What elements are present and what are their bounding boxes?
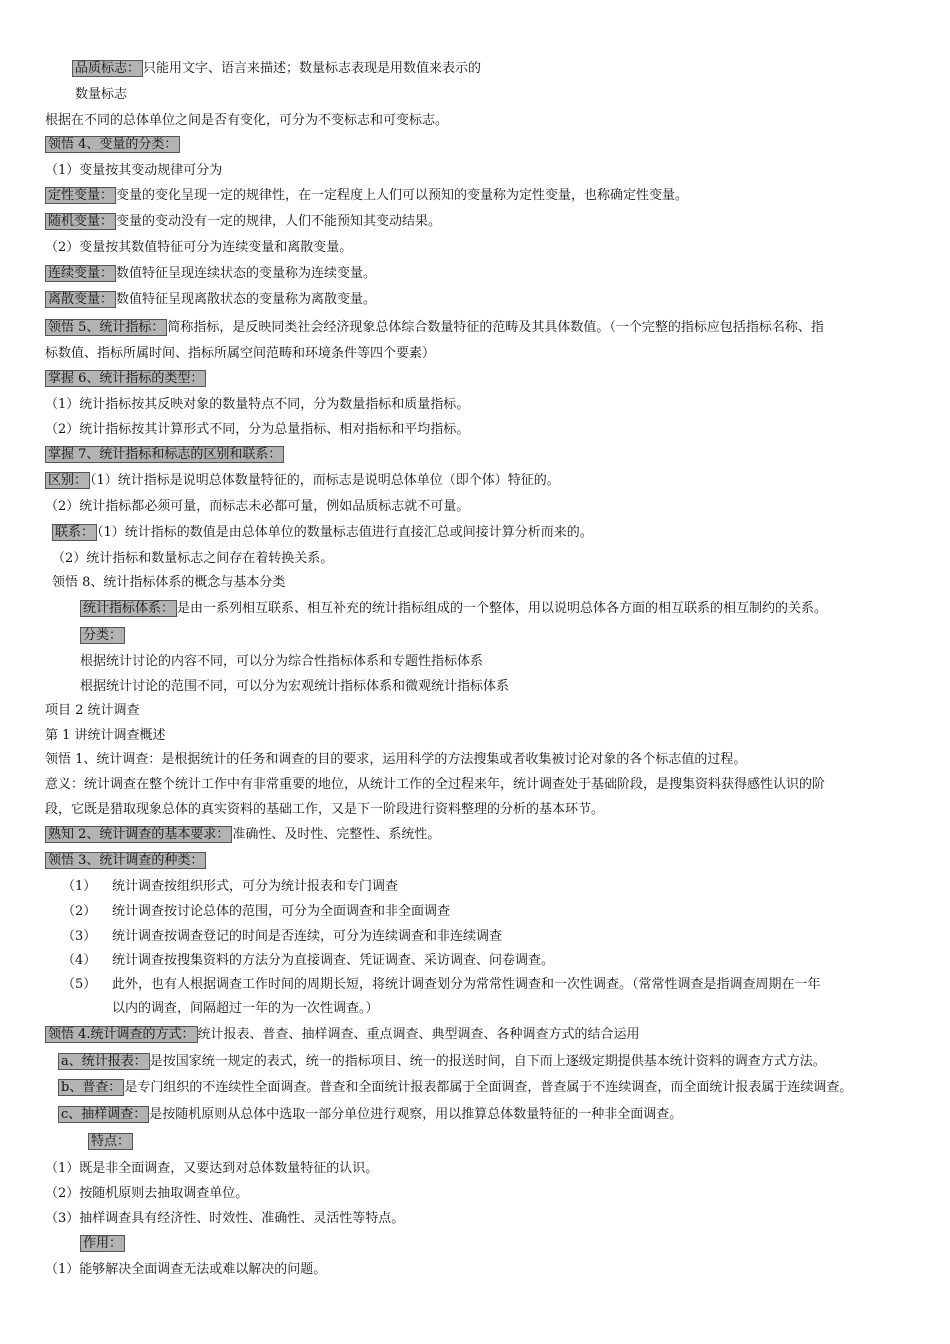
- doc-line: [62, 952, 554, 969]
- doc-line: [58, 1053, 826, 1070]
- highlight-term: 随机变量：: [45, 213, 116, 230]
- line-text: 准确性、及时性、完整性、系统性。: [232, 827, 441, 842]
- doc-line: [80, 653, 483, 670]
- doc-line: [45, 727, 166, 744]
- list-number: （2）: [62, 904, 97, 919]
- line-text: 是由一系列相互联系、相互补充的统计指标组成的一个整体，用以说明总体各方面的相互联系的相互制约的关系。: [177, 601, 828, 616]
- doc-line: [58, 1106, 682, 1123]
- highlight-term: 熟知 2、统计调查的基本要求：: [45, 826, 232, 843]
- highlight-term: 特点：: [88, 1133, 133, 1150]
- line-text: 统计调查按组织形式，可分为统计报表和专门调查: [112, 879, 399, 894]
- doc-line: [62, 928, 502, 945]
- doc-line: [45, 396, 469, 413]
- doc-line: [45, 1261, 326, 1278]
- doc-line: [45, 239, 352, 256]
- line-text: 是专门组织的不连续性全面调查。普查和全面统计报表都属于全面调查，普查属于不连续调查，而全面统计报表属于连续调查。: [124, 1080, 853, 1095]
- list-number: （5）: [62, 977, 97, 992]
- line-text: 只能用文字、语言来描述；数量标志表现是用数值来表示的: [143, 61, 482, 76]
- highlight-term: 统计指标体系：: [80, 600, 177, 617]
- doc-line: [80, 600, 827, 617]
- line-text: （1）变量按其变动规律可分为: [45, 163, 223, 178]
- line-text: 统计调查按搜集资料的方法分为直接调查、凭证调查、采访调查、问卷调查。: [112, 953, 555, 968]
- doc-line: [45, 345, 435, 362]
- doc-line: [80, 678, 509, 695]
- doc-line: [45, 187, 688, 204]
- doc-line: [45, 1185, 248, 1202]
- highlight-term: 离散变量：: [45, 291, 116, 308]
- doc-line: [45, 826, 440, 843]
- doc-line: [45, 265, 376, 282]
- line-text: 变量的变化呈现一定的规律性，在一定程度上人们可以预知的变量称为定性变量，也称确定性变量。: [116, 188, 689, 203]
- line-text: （2）统计指标和数量标志之间存在着转换关系。: [52, 551, 334, 566]
- line-text: （1）能够解决全面调查无法或难以解决的问题。: [45, 1262, 327, 1277]
- highlight-term: 领悟 4.统计调查的方式：: [45, 1026, 198, 1043]
- doc-line: [45, 472, 560, 489]
- doc-line: [112, 1000, 379, 1017]
- doc-line: [45, 370, 206, 387]
- doc-line: [72, 60, 481, 77]
- line-text: （1）既是非全面调查，又要达到对总体数量特征的认识。: [45, 1161, 379, 1176]
- line-text: 简称指标，是反映同类社会经济现象总体综合数量特征的范畴及其具体数值。（一个完整的指标应包括指标名称、指: [167, 320, 824, 335]
- doc-line: [52, 550, 333, 567]
- line-text: （1）统计指标按其反映对象的数量特点不同，分为数量指标和质量指标。: [45, 397, 470, 412]
- line-text: （2）统计指标都必须可量，而标志未必都可量，例如品质标志就不可量。: [45, 499, 470, 514]
- line-text: 项目 2 统计调查: [45, 703, 140, 718]
- doc-line: [45, 852, 206, 869]
- highlight-term: 联系：: [52, 524, 97, 541]
- doc-line: [88, 1133, 133, 1150]
- line-text: 段，它既是猎取现象总体的真实资料的基础工作，又是下一阶段进行资料整理的分析的基本环节。: [45, 802, 605, 817]
- line-text: 是按国家统一规定的表式，统一的指标项目、统一的报送时间，自下而上逐级定期提供基本统计资料的调查方式方法。: [149, 1054, 826, 1069]
- line-text: 统计调查按调查登记的时间是否连续，可分为连续调查和非连续调查: [112, 929, 503, 944]
- highlight-term: 领悟 4、变量的分类：: [45, 136, 180, 153]
- highlight-term: b、普查：: [58, 1079, 124, 1096]
- highlight-term: c、抽样调查：: [58, 1106, 149, 1123]
- doc-line: [80, 627, 125, 644]
- line-text: 数值特征呈现离散状态的变量称为离散变量。: [116, 292, 377, 307]
- line-text: 意义：统计调查在整个统计工作中有非常重要的地位，从统计工作的全过程来年，统计调查处于基础阶段，是搜集资料获得感性认识的阶: [45, 777, 826, 792]
- doc-line: [75, 86, 127, 103]
- line-text: （1）统计指标的数值是由总体单位的数量标志值进行直接汇总或间接计算分析而来的。: [97, 525, 593, 540]
- doc-line: [45, 498, 469, 515]
- line-text: （1）统计指标是说明总体数量特征的，而标志是说明总体单位（即个体）特征的。: [90, 473, 560, 488]
- highlight-term: 掌握 7、统计指标和标志的区别和联系：: [45, 446, 284, 463]
- line-text: 此外，也有人根据调查工作时间的周期长短，将统计调查划分为常常性调查和一次性调查。（常常性调查是指调查周期在一年: [112, 977, 821, 992]
- line-text: 领悟 8、统计指标体系的概念与基本分类: [52, 575, 286, 590]
- line-text: 以内的调查，间隔超过一年的为一次性调查。）: [112, 1001, 379, 1016]
- line-text: 统计调查按讨论总体的范围，可分为全面调查和非全面调查: [112, 904, 451, 919]
- doc-line: [45, 801, 604, 818]
- highlight-term: a、统计报表：: [58, 1053, 150, 1070]
- doc-line: [80, 1235, 125, 1252]
- line-text: 第 1 讲统计调查概述: [45, 728, 166, 743]
- doc-line: [62, 976, 821, 993]
- doc-line: [45, 1160, 378, 1177]
- line-text: （2）按随机原则去抽取调查单位。: [45, 1186, 249, 1201]
- line-text: 是按随机原则从总体中选取一部分单位进行观察，用以推算总体数量特征的一种非全面调查。: [149, 1107, 683, 1122]
- doc-line: [45, 1026, 640, 1043]
- list-number: （4）: [62, 953, 97, 968]
- line-text: 根据统计讨论的内容不同，可以分为综合性指标体系和专题性指标体系: [80, 654, 484, 669]
- doc-line: [45, 291, 376, 308]
- line-text: 根据统计讨论的范围不同，可以分为宏观统计指标体系和微观统计指标体系: [80, 679, 510, 694]
- doc-line: [45, 112, 448, 129]
- highlight-term: 掌握 6、统计指标的类型：: [45, 370, 206, 387]
- doc-line: [45, 446, 284, 463]
- doc-line: [45, 776, 825, 793]
- line-text: （2）统计指标按其计算形式不同，分为总量指标、相对指标和平均指标。: [45, 422, 470, 437]
- list-number: （3）: [62, 929, 97, 944]
- highlight-term: 品质标志：: [72, 60, 143, 77]
- highlight-term: 定性变量：: [45, 187, 116, 204]
- line-text: （2）变量按其数值特征可分为连续变量和离散变量。: [45, 240, 353, 255]
- list-number: （1）: [62, 879, 97, 894]
- highlight-term: 作用：: [80, 1235, 125, 1252]
- line-text: 数值特征呈现连续状态的变量称为连续变量。: [116, 266, 377, 281]
- line-text: 根据在不同的总体单位之间是否有变化，可分为不变标志和可变标志。: [45, 113, 449, 128]
- doc-line: [58, 1079, 852, 1096]
- doc-line: [45, 751, 746, 768]
- highlight-term: 分类：: [80, 627, 125, 644]
- doc-line: [45, 421, 469, 438]
- doc-line: [45, 702, 140, 719]
- line-text: 领悟 1、统计调查：是根据统计的任务和调查的目的要求，运用科学的方法搜集或者收集被讨论对象的各个标志值的过程。: [45, 752, 747, 767]
- doc-line: [62, 878, 398, 895]
- doc-line: [45, 319, 824, 336]
- doc-line: [45, 136, 180, 153]
- doc-line: [45, 162, 222, 179]
- line-text: 统计报表、普查、抽样调查、重点调查、典型调查、各种调查方式的结合运用: [197, 1027, 640, 1042]
- doc-line: [45, 213, 441, 230]
- doc-line: [62, 903, 450, 920]
- doc-line: [52, 524, 593, 541]
- highlight-term: 区别：: [45, 472, 90, 489]
- line-text: 数量标志: [75, 87, 128, 102]
- doc-line: [45, 1210, 404, 1227]
- highlight-term: 领悟 3、统计调查的种类：: [45, 852, 206, 869]
- highlight-term: 领悟 5、统计指标：: [45, 319, 167, 336]
- doc-line: [52, 574, 285, 591]
- line-text: （3）抽样调查具有经济性、时效性、准确性、灵活性等特点。: [45, 1211, 405, 1226]
- highlight-term: 连续变量：: [45, 265, 116, 282]
- line-text: 标数值、指标所属时间、指标所属空间范畴和环境条件等四个要素）: [45, 346, 436, 361]
- line-text: 变量的变动没有一定的规律，人们不能预知其变动结果。: [116, 214, 442, 229]
